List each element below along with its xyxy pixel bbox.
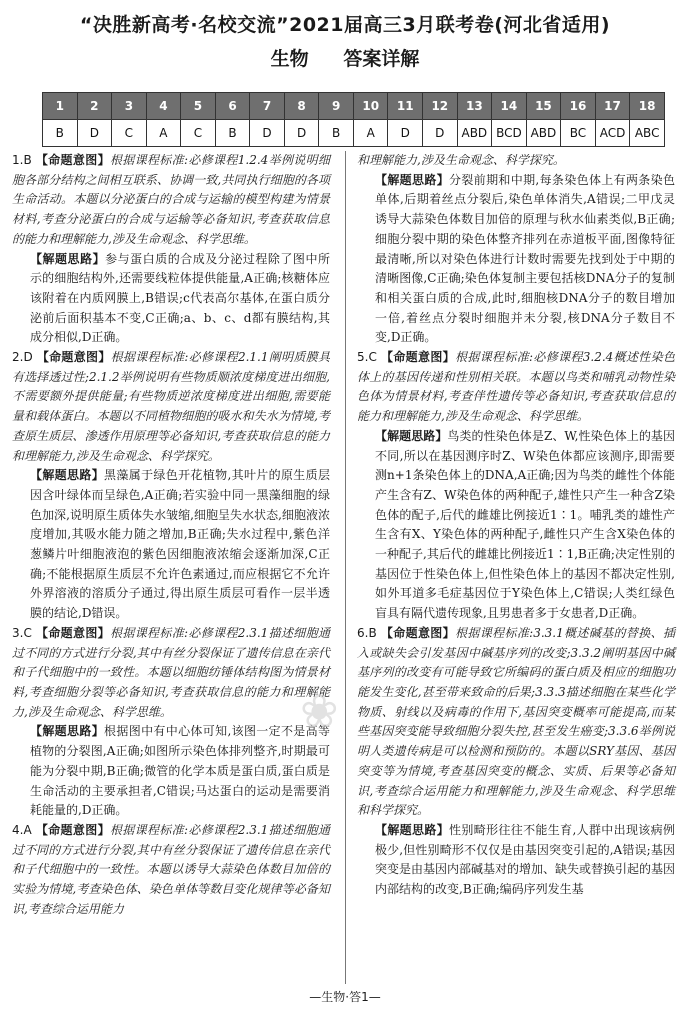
question-number: 6 [215,93,250,120]
left-column [12,151,330,919]
answer-cell: BC [561,120,596,147]
question-number: 12 [423,93,458,120]
intent-text: 根据课程标准:必修课程2.3.1描述细胞通过不同的方式进行分裂,其中有丝分裂保证了遗传信息在亲代和子代细胞中的一致性。本题以诱导大蒜染色体数目加倍的实验为情境,考查染色体、染色单体等数目变化规律等必备知识,考查综合运用能力 [12,822,330,916]
answer-cell: A [146,120,181,147]
watermark-logo: ❀ [300,684,339,738]
question-number: 11 [388,93,423,120]
question-number: 16 [561,93,596,120]
answer-table [42,92,665,147]
intent-tag: 【命题意图】 [380,625,456,640]
reason-tag: 【解题思路】 [30,468,105,483]
intent-tag: 【命题意图】 [36,350,111,365]
answer-cell: C [112,120,147,147]
answer-cell: D [423,120,458,147]
answer-cell: ABC [630,120,665,147]
explanation-item-2 [12,348,330,624]
right-column [357,151,675,900]
question-number: 7 [250,93,285,120]
answer-cell: D [77,120,112,147]
doc-type-label: 答案详解 [343,48,420,70]
answer-cell: BCD [492,120,527,147]
explanation-item-4-continued [357,151,675,348]
question-answer: 5.C [357,350,377,365]
question-number: 15 [526,93,561,120]
reason-tag: 【解题思路】 [30,724,105,739]
question-number: 8 [284,93,319,120]
answer-cell: B [215,120,250,147]
intent-tag: 【命题意图】 [35,822,110,837]
answer-cell: B [319,120,354,147]
explanation-item-4 [12,821,330,920]
question-answer: 6.B [357,625,377,640]
column-divider [345,151,346,984]
question-number: 10 [353,93,388,120]
intent-text: 根据课程标准:必修课程1.2.4举例说明细胞各部分结构之间相互联系、协调一致,共同执行细胞的各项生命活动。本题以分泌蛋白的合成与运输的模型构建为情景材料,考查分泌蛋白的合成与运输等必备知识,考查获取信息的能力和理解能力,涉及生命观念、科学思维。 [12,153,330,246]
answer-cell: ABD [526,120,561,147]
reason-tag: 【解题思路】 [375,822,450,837]
question-number: 1 [43,93,78,120]
reason-tag: 【解题思路】 [375,428,448,443]
answer-table-answer-row [43,120,665,147]
question-number: 2 [77,93,112,120]
intent-text: 根据课程标准:必修课程2.1.1阐明质膜具有选择透过性;2.1.2举例说明有些物质顺浓度梯度进出细胞,不需要额外提供能量;有些物质逆浓度梯度进出细胞,需要能量和载体蛋白。本题以不同植物细胞的吸水和失水为情境,考查原生质层、渗透作用原理等必备知识,考查获取信息的能力和理解能力,涉及生命观念、科学探究。 [12,350,330,463]
question-number: 9 [319,93,354,120]
answer-cell: C [181,120,216,147]
question-number: 14 [492,93,527,120]
explanation-item-5 [357,348,675,624]
reason-text: 根据图中有中心体可知,该图一定不是高等植物的分裂图,A正确;如图所示染色体排列整齐,时期最可能为分裂中期,B正确;微管的化学本质是蛋白质,蛋白质是生命活动的主要承担者,C错误;马达蛋白的运动是需要消耗能量的,D正确。 [30,724,330,818]
exam-subtitle [0,44,690,71]
answer-cell: D [388,120,423,147]
explanation-item-6 [357,624,675,900]
intent-continuation: 和理解能力,涉及生命观念、科学探究。 [357,153,565,167]
answer-cell: B [43,120,78,147]
subject-label: 生物 [270,48,309,70]
answer-cell: ABD [457,120,492,147]
intent-text: 根据课程标准:必修课程2.3.1描述细胞通过不同的方式进行分裂,其中有丝分裂保证了遗传信息在亲代和子代细胞中的一致性。本题以细胞纺锤体结构图为情景材料,考查细胞分裂等必备知识,考查获取信息的能力和理解能力,涉及生命观念、科学思维。 [12,625,330,719]
answer-cell: D [284,120,319,147]
exam-title: “决胜新高考·名校交流”2021届高三3月联考卷(河北省适用) [79,14,611,36]
intent-tag: 【命题意图】 [35,625,111,640]
question-number: 17 [595,93,630,120]
question-answer: 3.C [12,625,32,640]
explanation-item-3 [12,624,330,821]
intent-tag: 【命题意图】 [35,153,110,167]
intent-text: 根据课程标准:3.3.1概述碱基的替换、插入或缺失会引发基因中碱基序列的改变;3.3.2阐明基因中碱基序列的改变有可能导致它所编码的蛋白质及相应的细胞功能发生变化,甚至带来致命的后果;3.3.3描述细胞在某些化学物质、射线以及病毒的作用下,基因突变概率可能提高,而某些基因突变能导致细胞分裂失控,甚至发生癌变;3.3.6举例说明人类遗传病是可以检测和预防的。本题以SRY基因、基因突变等为情境,考查基因突变的概念、实质、后果等必备知识,考查综合运用能力和理解能力,涉及生命观念、科学思维和科学探究。 [357,625,675,818]
question-number: 3 [112,93,147,120]
reason-tag: 【解题思路】 [375,172,450,187]
reason-text: 分裂前期和中期,每条染色体上有两条染色单体,后期着丝点分裂后,染色单体消失,A错误;二甲戊灵诱导大蒜染色体数目加倍的原理与秋水仙素类似,B正确;细胞分裂中期的染色体整齐排列在赤道板平面,图像特征最清晰,所以对染色体进行计数时需要先找到处于中期的清晰图像,C正确;染色体复制主要包括核DNA分子的复制和相关蛋白质的合成,此时,细胞核DNA分子的数目增加一倍,着丝点分裂时细胞并未分裂,核DNA分子数目不变,D正确。 [375,172,675,345]
intent-tag: 【命题意图】 [380,350,456,365]
reason-text: 参与蛋白质的合成及分泌过程除了图中所示的细胞结构外,还需要线粒体提供能量,A正确;核糖体应该附着在内质网膜上,B错误;c代表高尔基体,在蛋白质分泌前后面积基本不变,C正确;a、b、c、d都有膜结构,其成分相似,D正确。 [30,251,330,345]
question-number: 4 [146,93,181,120]
reason-text: 黑藻属于绿色开花植物,其叶片的原生质层因含叶绿体而呈绿色,A正确;若实验中同一黑藻细胞的绿色加深,说明原生质体失水皱缩,细胞呈失水状态,细胞液浓度增加,其吸水能力随之增加,B正确;失水过程中,紫色洋葱鳞片叶细胞液泡的紫色因细胞液浓缩会逐渐加深,C正确;不能根据原生质层不允许色素通过,而应根据它不允许外界溶液的溶质分子通过,得出原生质层可看作一层半透膜的结论,D错误。 [30,468,330,621]
reason-text: 性别畸形往往不能生育,人群中出现该病例极少,但性别畸形不仅仅是由基因突变引起的,A错误;基因突变是由基因内部碱基对的增加、缺失或替换引起的基因内部结构的改变,B正确;编码序列发生基 [375,822,676,897]
answer-cell: A [353,120,388,147]
page-footer: —生物·答1— [309,990,381,1004]
answer-cell: ACD [595,120,630,147]
answer-cell: D [250,120,285,147]
question-number: 18 [630,93,665,120]
question-number: 13 [457,93,492,120]
intent-text: 根据课程标准:必修课程3.2.4概述性染色体上的基因传递和性别相关联。本题以鸟类和哺乳动物性染色体为情景材料,考查伴性遗传等必备知识,考查获取信息的能力和理解能力,涉及生命观念、科学思维。 [357,350,675,424]
question-answer: 2.D [12,350,33,365]
reason-text: 鸟类的性染色体是Z、W,性染色体上的基因不同,所以在基因测序时Z、W染色体都应该测序,即需要测n+1条染色体上的DNA,A正确;因为鸟类的雌性个体能产生含有Z、W染色体的两种配子,雄性只产生一种含Z染色体的配子,后代的雌雄比例接近1∶1。哺乳类的雄性产生含有X、Y染色体的两种配子,雌性只产生含X染色体的一种配子,其后代的雌雄比例接近1∶1,B正确;决定性别的基因位于性染色体上,但性染色体上的基因不都决定性别,如外耳道多毛症基因位于Y染色体上,C错误;人类红绿色盲具有隔代遗传现象,且男患者多于女患者,D正确。 [375,428,675,621]
answer-table-number-row [43,93,665,120]
question-answer: 1.B [12,153,32,167]
question-answer: 4.A [12,822,32,837]
question-number: 5 [181,93,216,120]
reason-tag: 【解题思路】 [30,251,106,266]
explanation-item-1 [12,151,330,348]
